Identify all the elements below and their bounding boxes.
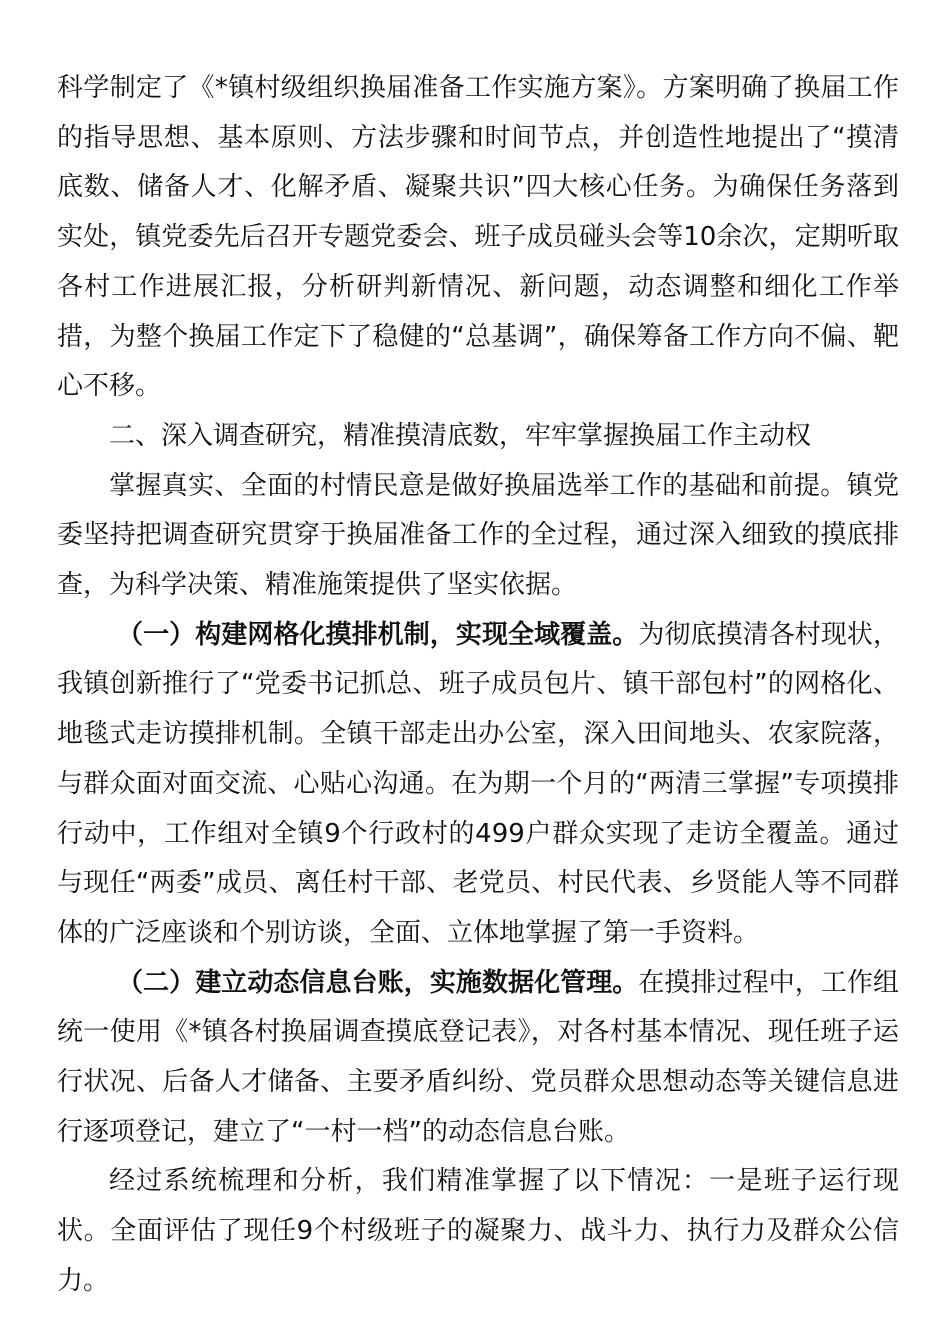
paragraph-text: 科学制定了《*镇村级组织换届准备工作实施方案》。方案明确了换届工作的指导思想、基本原则、方法步骤和时间节点，并创造性地提出了“摸清底数、储备人才、化解矛盾、凝聚共识”四大核心任务。为确保任务落到实处，镇党委先后召开专题党委会、班子成员碰头会等10余次，定期听取各村工作进展汇报，分析研判新情况、新问题，动态调整和细化工作举措，为整个换届工作定下了稳健的“总基调”，确保筹备工作方向不偏、靶心不移。 bbox=[57, 73, 899, 402]
section-heading-text: 二、深入调查研究，精准摸清底数，牢牢掌握换届工作主动权 bbox=[109, 420, 812, 451]
paragraph-text: 经过系统梳理和分析，我们精准掌握了以下情况：一是班子运行现状。全面评估了现任9个村级班子的凝聚力、战斗力、执行力及群众公信力。 bbox=[57, 1166, 899, 1296]
document-body bbox=[57, 64, 899, 1307]
subheading-info-ledger: （二）建立动态信息台账，实施数据化管理。 bbox=[117, 967, 639, 998]
paragraph-text: 在摸排过程中，工作组统一使用《*镇各村换届调查摸底登记表》，对各村基本情况、现任班子运行状况、后备人才储备、主要矛盾纠纷、党员群众思想动态等关键信息进行逐项登记，建立了“一村一档”的动态信息台账。 bbox=[57, 967, 899, 1147]
subheading-grid-mechanism: （一）构建网格化摸排机制，实现全域覆盖。 bbox=[117, 619, 639, 650]
paragraph-text: 掌握真实、全面的村情民意是做好换届选举工作的基础和前提。镇党委坚持把调查研究贯穿于换届准备工作的全过程，通过深入细致的摸底排查，为科学决策、精准施策提供了坚实依据。 bbox=[57, 470, 899, 601]
paragraph-analysis-summary bbox=[57, 1157, 899, 1306]
paragraph-info-ledger bbox=[57, 959, 899, 1158]
paragraph-research-intro bbox=[57, 462, 899, 611]
paragraph-grid-mechanism bbox=[57, 611, 899, 959]
paragraph-text: 为彻底摸清各村现状，我镇创新推行了“党委书记抓总、班子成员包片、镇干部包村”的网格化、地毯式走访摸排机制。全镇干部走出办公室，深入田间地头、农家院落，与群众面对面交流、心贴心沟通。在为期一个月的“两清三掌握”专项摸排行动中，工作组对全镇9个行政村的499户群众实现了走访全覆盖。通过与现任“两委”成员、离任村干部、老党员、村民代表、乡贤能人等不同群体的广泛座谈和个别访谈，全面、立体地掌握了第一手资料。 bbox=[57, 619, 899, 948]
paragraph-plan-continuation bbox=[57, 64, 899, 412]
section-heading-two bbox=[57, 412, 899, 462]
